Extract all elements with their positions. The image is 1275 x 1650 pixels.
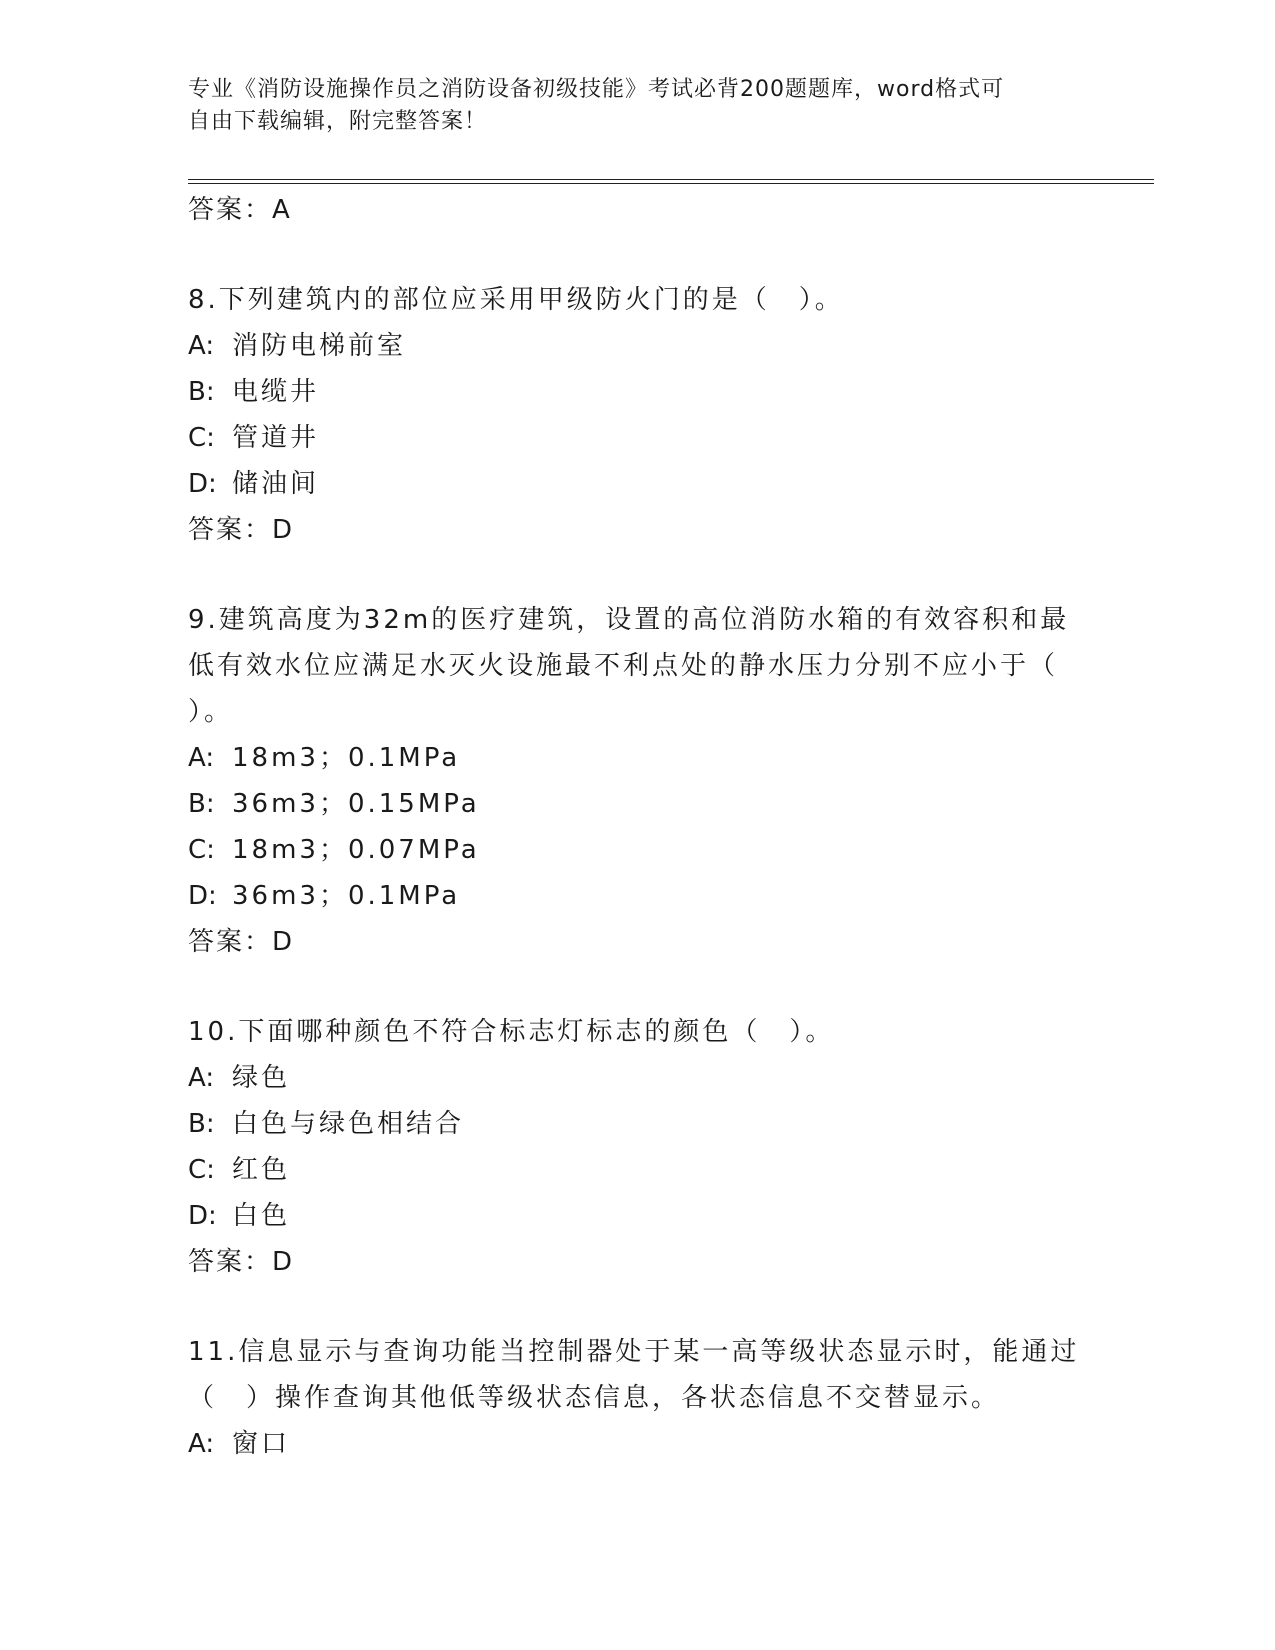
- answer-line: 答案：D: [188, 1247, 295, 1277]
- question-11: [188, 1329, 1088, 1467]
- header-line-2: 自由下载编辑，附完整答案！: [188, 109, 488, 134]
- option-d: [188, 461, 1088, 507]
- option-d: [188, 873, 1088, 919]
- option-label: A:: [188, 331, 215, 361]
- option-b: [188, 781, 1088, 827]
- question-stem-line: 9.建筑高度为32m的医疗建筑，设置的高位消防水箱的有效容积和最: [188, 605, 1070, 635]
- option-label: C:: [188, 835, 215, 865]
- option-label: D:: [188, 469, 217, 499]
- option-label: A:: [188, 743, 215, 773]
- question-stem: 10.下面哪种颜色不符合标志灯标志的颜色（ ）。: [188, 1017, 835, 1047]
- option-text: 窗口: [232, 1429, 291, 1459]
- option-d: [188, 1193, 1088, 1239]
- question-stem-line: ）。: [188, 697, 234, 727]
- answer-line: 答案：D: [188, 515, 295, 545]
- option-text: 储油间: [232, 469, 320, 499]
- option-a: [188, 1421, 1088, 1467]
- previous-answer: 答案：A: [188, 195, 292, 225]
- option-b: [188, 369, 1088, 415]
- option-a: [188, 1055, 1088, 1101]
- option-text: 36m3；0.15MPa: [232, 789, 480, 819]
- option-label: D:: [188, 1201, 217, 1231]
- document-header: [188, 74, 1068, 138]
- option-label: D:: [188, 881, 217, 911]
- answer-line: 答案：D: [188, 927, 295, 957]
- question-stem: 8.下列建筑内的部位应采用甲级防火门的是（ ）。: [188, 285, 844, 315]
- option-text: 电缆井: [232, 377, 320, 407]
- option-label: A:: [188, 1429, 215, 1459]
- question-10: [188, 1009, 1088, 1285]
- option-text: 绿色: [232, 1063, 291, 1093]
- option-label: B:: [188, 789, 215, 819]
- header-divider-top: [188, 179, 1154, 180]
- header-divider-bottom: [188, 183, 1154, 184]
- option-text: 白色: [232, 1201, 291, 1231]
- question-9: [188, 597, 1088, 965]
- option-text: 白色与绿色相结合: [232, 1109, 465, 1139]
- option-text: 18m3；0.07MPa: [232, 835, 480, 865]
- option-label: C:: [188, 423, 215, 453]
- option-a: [188, 323, 1088, 369]
- option-c: [188, 827, 1088, 873]
- option-label: B:: [188, 1109, 215, 1139]
- option-text: 消防电梯前室: [232, 331, 407, 361]
- question-8: [188, 277, 1088, 553]
- option-b: [188, 1101, 1088, 1147]
- option-text: 红色: [232, 1155, 291, 1185]
- option-text: 管道井: [232, 423, 320, 453]
- question-stem-line: 低有效水位应满足水灭火设施最不利点处的静水压力分别不应小于（: [188, 651, 1059, 681]
- question-list: [188, 187, 1088, 1467]
- option-text: 18m3；0.1MPa: [232, 743, 461, 773]
- question-stem-line: 11.信息显示与查询功能当控制器处于某一高等级状态显示时，能通过: [188, 1337, 1080, 1367]
- option-a: [188, 735, 1088, 781]
- option-label: A:: [188, 1063, 215, 1093]
- header-line-1: 专业《消防设施操作员之消防设备初级技能》考试必背200题题库，word格式可: [188, 77, 1005, 102]
- option-c: [188, 1147, 1088, 1193]
- option-c: [188, 415, 1088, 461]
- option-label: B:: [188, 377, 215, 407]
- option-label: C:: [188, 1155, 215, 1185]
- question-stem-line: （ ）操作查询其他低等级状态信息，各状态信息不交替显示。: [188, 1383, 1001, 1413]
- option-text: 36m3；0.1MPa: [232, 881, 461, 911]
